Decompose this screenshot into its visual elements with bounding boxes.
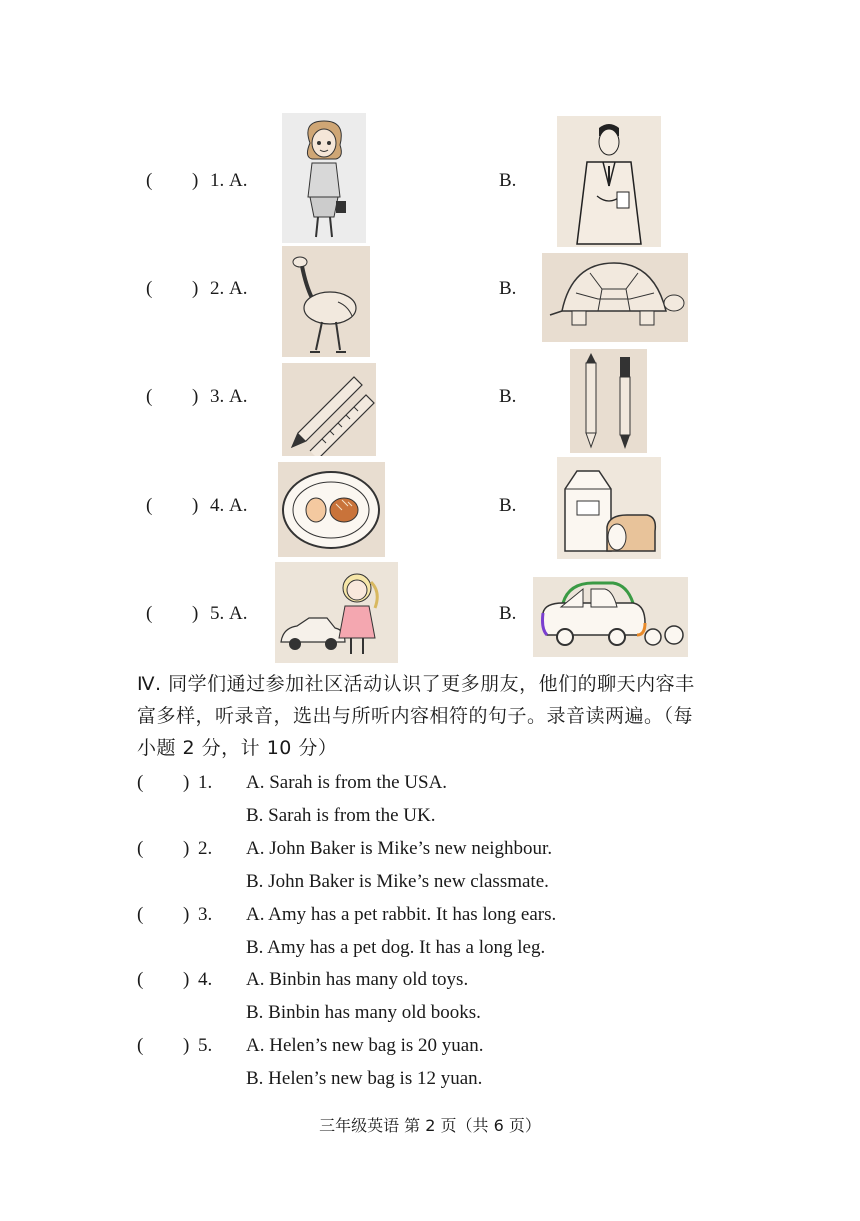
option-b-text: B. Binbin has many old books.	[246, 1002, 481, 1023]
pencil-and-ruler-icon	[282, 363, 376, 456]
answer-bracket-open: (	[137, 969, 144, 990]
answer-bracket-open: (	[146, 386, 153, 407]
question-number: 1.	[210, 170, 225, 191]
question-number: 5.	[198, 1035, 213, 1056]
page-footer: 三年级英语 第 2 页（共 6 页）	[319, 1116, 541, 1135]
answer-bracket-open: (	[137, 772, 144, 793]
eggs-and-bread-plate-icon	[278, 462, 385, 557]
answer-bracket-open: (	[137, 838, 144, 859]
option-b-label: B.	[499, 278, 517, 299]
question-number: 4.	[210, 495, 225, 516]
answer-bracket-open: (	[146, 170, 153, 191]
question-number: 2.	[210, 278, 225, 299]
option-a-label: A.	[229, 495, 248, 516]
businesswoman-icon	[282, 113, 366, 243]
option-b-label: B.	[499, 386, 517, 407]
option-b-text: B. John Baker is Mike’s new classmate.	[246, 871, 549, 892]
instruction-line: 小题 2 分，计 10 分）	[137, 737, 338, 759]
answer-bracket-open: (	[146, 603, 153, 624]
question-number: 4.	[198, 969, 213, 990]
answer-bracket-open: (	[137, 1035, 144, 1056]
instruction-line: Ⅳ. 同学们通过参加社区活动认识了更多朋友，他们的聊天内容丰	[137, 673, 695, 695]
answer-bracket-open: (	[146, 278, 153, 299]
option-b-label: B.	[499, 603, 517, 624]
answer-bracket-close: )	[192, 495, 199, 516]
answer-bracket-close: )	[183, 772, 190, 793]
option-b-label: B.	[499, 495, 517, 516]
answer-bracket-close: )	[183, 1035, 190, 1056]
question-number: 3.	[198, 904, 213, 925]
answer-bracket-close: )	[183, 969, 190, 990]
option-b-text: B. Helen’s new bag is 12 yuan.	[246, 1068, 483, 1089]
question-number: 1.	[198, 772, 213, 793]
answer-bracket-open: (	[137, 904, 144, 925]
option-b-text: B. Amy has a pet dog. It has a long leg.	[246, 937, 546, 958]
question-number: 5.	[210, 603, 225, 624]
option-b-label: B.	[499, 170, 517, 191]
instruction-line: 富多样，听录音，选出与所听内容相符的句子。录音读两遍。（每	[137, 705, 694, 727]
option-a-text: A. Helen’s new bag is 20 yuan.	[246, 1035, 484, 1056]
question-number: 3.	[210, 386, 225, 407]
girl-and-toy-car-icon	[275, 562, 398, 663]
answer-bracket-close: )	[183, 904, 190, 925]
option-a-label: A.	[229, 170, 248, 191]
question-number: 2.	[198, 838, 213, 859]
option-a-label: A.	[229, 603, 248, 624]
milk-and-bread-icon	[557, 457, 661, 559]
tortoise-icon	[542, 253, 688, 342]
answer-bracket-close: )	[183, 838, 190, 859]
option-a-text: A. John Baker is Mike’s new neighbour.	[246, 838, 553, 859]
option-a-text: A. Binbin has many old toys.	[246, 969, 469, 990]
businessman-icon	[557, 116, 661, 247]
answer-bracket-close: )	[192, 170, 199, 191]
option-a-label: A.	[229, 278, 248, 299]
pencil-and-pen-icon	[570, 349, 647, 453]
answer-bracket-close: )	[192, 386, 199, 407]
option-b-text: B. Sarah is from the UK.	[246, 805, 436, 826]
answer-bracket-close: )	[192, 603, 199, 624]
answer-bracket-open: (	[146, 495, 153, 516]
option-a-label: A.	[229, 386, 248, 407]
ostrich-icon	[282, 246, 370, 357]
option-a-text: A. Amy has a pet rabbit. It has long ears.	[246, 904, 557, 925]
option-a-text: A. Sarah is from the USA.	[246, 772, 448, 793]
toy-car-and-balls-icon	[533, 577, 688, 657]
answer-bracket-close: )	[192, 278, 199, 299]
